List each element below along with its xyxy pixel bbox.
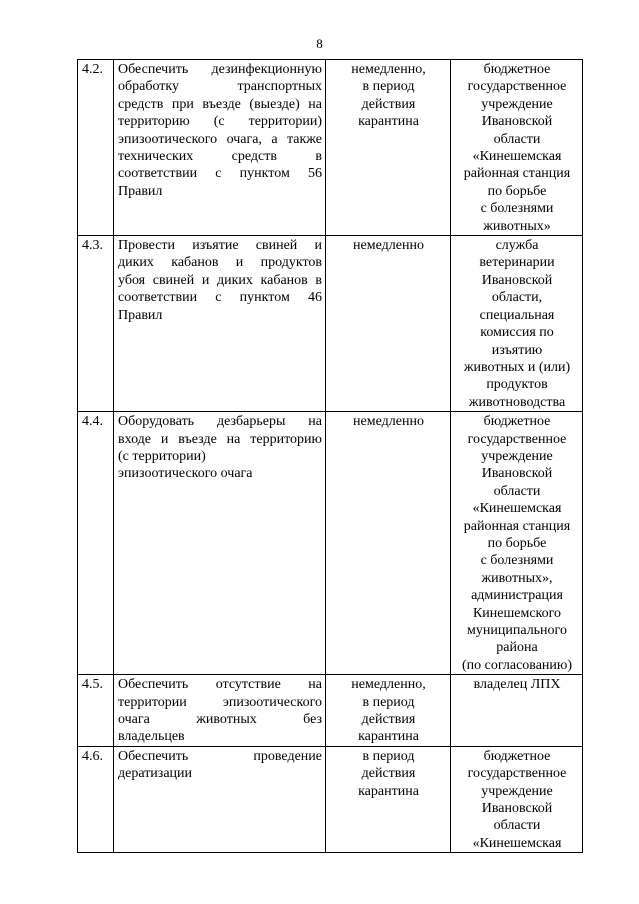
responsible-line: изъятию (491, 342, 543, 358)
responsible-line: бюджетное (483, 62, 551, 77)
term-line: немедленно, (351, 677, 426, 693)
responsible-line: учреждение (481, 448, 553, 464)
responsible-line: с болезнями (480, 553, 554, 569)
responsible-cell (451, 412, 583, 675)
action-line: эпизоотического очага, а также (118, 131, 322, 147)
responsible-line: муниципального (467, 623, 567, 638)
page-number: 8 (316, 36, 323, 51)
term-cell (326, 236, 451, 412)
responsible-line: служба (495, 238, 539, 254)
responsible-line: области, (491, 290, 543, 306)
term-line: немедленно, (351, 62, 426, 77)
term-line: действия (361, 766, 416, 782)
row-number: 4.4. (78, 412, 114, 675)
responsible-line: области (493, 818, 541, 834)
responsible-line: ветеринарии (479, 255, 555, 271)
action-line: технических средств в (118, 149, 322, 165)
responsible-cell (451, 746, 583, 852)
term-line: действия (361, 712, 416, 728)
responsible-line: государственное (467, 431, 567, 447)
responsible-line: Ивановской (481, 466, 553, 482)
action-line: (с территории) (118, 448, 206, 464)
action-line: Правил (118, 183, 163, 199)
responsible-line: специальная (479, 307, 555, 323)
responsible-line: «Кинешемская (472, 835, 562, 851)
table-row (78, 60, 583, 236)
action-line: обработку транспортных (118, 79, 322, 95)
action-cell (114, 675, 326, 747)
responsible-line: бюджетное (483, 748, 551, 764)
responsible-line: Ивановской (481, 801, 553, 817)
responsible-line: области (493, 131, 541, 147)
action-line: дератизации (118, 766, 193, 782)
responsible-line: (по согласованию) (461, 657, 573, 673)
responsible-line: Ивановской (481, 114, 553, 130)
term-cell (326, 675, 451, 747)
term-line: карантина (358, 729, 419, 745)
responsible-line: по борьбе (487, 183, 547, 199)
action-line: диких кабанов и продуктов (118, 255, 322, 271)
table-row (78, 236, 583, 412)
action-cell (114, 412, 326, 675)
action-line: Оборудовать дезбарьеры на (118, 414, 322, 430)
action-cell (114, 60, 326, 236)
responsible-line: владелец ЛПХ (473, 677, 561, 693)
row-number: 4.3. (78, 236, 114, 412)
responsible-line: животных и (или) (463, 359, 571, 375)
action-line: соответствии с пунктом 56 (118, 166, 322, 182)
action-line: владельцев (118, 729, 185, 745)
action-line: соответствии с пунктом 46 (118, 290, 322, 306)
action-line: Обеспечить дезинфекционную (118, 62, 322, 77)
responsible-line: учреждение (481, 96, 553, 112)
responsible-line: области (493, 483, 541, 499)
term-line: немедленно (353, 414, 424, 430)
term-line: в период (362, 79, 415, 95)
term-line: немедленно (353, 238, 424, 254)
responsible-line: государственное (467, 766, 567, 782)
responsible-cell (451, 236, 583, 412)
responsible-line: районная станция (463, 518, 571, 534)
responsible-cell (451, 675, 583, 747)
term-cell (326, 60, 451, 236)
responsible-line: комиссия по (480, 325, 554, 341)
table-row (78, 675, 583, 747)
responsible-line: государственное (467, 79, 567, 95)
table-row (78, 746, 583, 852)
action-line: Правил (118, 307, 163, 323)
term-cell (326, 412, 451, 675)
responsible-line: учреждение (481, 783, 553, 799)
responsible-line: администрация (471, 588, 563, 604)
row-number: 4.2. (78, 60, 114, 236)
row-number: 4.5. (78, 675, 114, 747)
term-line: карантина (358, 783, 419, 799)
action-line: убоя свиней и диких кабанов в (118, 272, 322, 288)
responsible-cell (451, 60, 583, 236)
action-cell (114, 746, 326, 852)
action-line: Обеспечить проведение (118, 748, 322, 764)
action-line: Обеспечить отсутствие на (118, 677, 322, 693)
term-line: действия (361, 96, 416, 112)
action-line: территории эпизоотического (118, 694, 322, 710)
action-line: эпизоотического очага (118, 466, 253, 482)
responsible-line: с болезнями (480, 201, 554, 217)
term-line: в период (362, 748, 415, 764)
term-line: карантина (358, 114, 419, 130)
responsible-line: района (496, 640, 538, 656)
responsible-line: «Кинешемская (472, 501, 562, 517)
action-line: входе и въезде на территорию (118, 431, 322, 447)
row-number: 4.6. (78, 746, 114, 852)
responsible-line: по борьбе (487, 535, 547, 551)
responsible-line: Ивановской (481, 272, 553, 288)
responsible-line: бюджетное (483, 414, 551, 430)
responsible-line: районная станция (463, 166, 571, 182)
responsible-line: животноводства (468, 394, 566, 410)
term-line: в период (362, 694, 415, 710)
responsible-line: продуктов (486, 377, 548, 393)
responsible-line: животных» (483, 218, 551, 234)
action-cell (114, 236, 326, 412)
measures-table (77, 59, 583, 853)
action-line: очага животных без (118, 712, 322, 728)
action-line: средств при въезде (выезде) на (118, 96, 322, 112)
responsible-line: животных», (481, 570, 553, 586)
table-row (78, 412, 583, 675)
responsible-line: Кинешемского (472, 605, 562, 621)
responsible-line: «Кинешемская (472, 149, 562, 165)
term-cell (326, 746, 451, 852)
action-line: территорию (с территории) (118, 114, 322, 130)
action-line: Провести изъятие свиней и (118, 238, 322, 254)
